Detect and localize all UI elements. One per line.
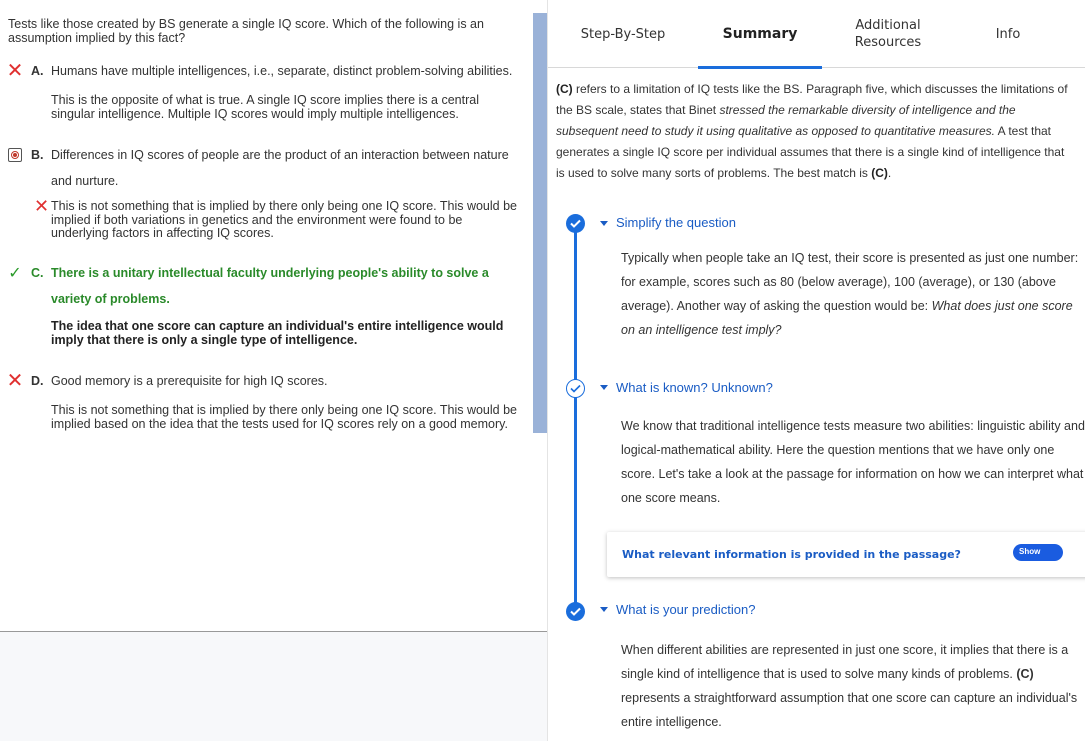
option-explanation: This is not something that is implied by there only being one IQ score. This would be implied based on the idea that the tests used for IQ scores rely on a good memory.: [51, 403, 517, 431]
option-text: Humans have multiple intelligences, i.e., separate, distinct problem-solving abilities.: [51, 64, 513, 78]
option-text: Differences in IQ scores of people are the product of an interaction between nature and nurture.: [51, 148, 509, 188]
selected-radio-icon: [6, 146, 24, 164]
explanation-pane: [548, 0, 1085, 741]
summary-lead: (C): [556, 82, 573, 96]
hint-label: What relevant information is provided in the passage?: [622, 548, 961, 561]
tab-summary[interactable]: Summary: [698, 0, 822, 68]
chevron-down-icon[interactable]: [600, 607, 608, 612]
scrollbar-thumb[interactable]: [533, 13, 547, 433]
step-body-prediction: When different abilities are represented in just one score, it implies that there is a single kind of intelligence that is used to solve many kinds of problems. (C) represents a straightforward assumption that one score can capture an individual's entire intelligence.: [621, 643, 1078, 729]
option-letter: D.: [31, 374, 44, 388]
option-letter: C.: [31, 266, 44, 280]
incorrect-x-icon: ✕: [34, 196, 50, 216]
option-letter: B.: [31, 148, 44, 162]
tab-additional-resources[interactable]: Additional Resources: [854, 18, 922, 50]
summary-text: (C) refers to a limitation of IQ tests like the BS. Paragraph five, which discusses the limitations of the BS scale, states that Binet stressed the remarkable diversity of intelligence and the subsequent need to study it using qualitative as opposed to quantitative measures. A test that generates a single IQ score per individual assumes that there is a single kind of intelligence that is used to solve many sorts of problems. The best match is (C).: [556, 82, 1068, 180]
step-complete-icon: [566, 214, 585, 233]
step-title-known-unknown[interactable]: What is known? Unknown?: [616, 380, 773, 395]
footer-area: [0, 632, 547, 741]
step-title-prediction[interactable]: What is your prediction?: [616, 602, 756, 617]
step-check-icon: [566, 379, 585, 398]
option-explanation: This is not something that is implied by there only being one IQ score. This would be implied if both variations in genetics and the environment were found to be underlying factors in affecting IQ scores.: [51, 199, 517, 240]
step-title-simplify[interactable]: Simplify the question: [616, 215, 736, 230]
tab-step-by-step[interactable]: Step-By-Step: [580, 26, 666, 42]
incorrect-x-icon: ✕: [6, 370, 24, 392]
step-timeline: [574, 222, 577, 612]
incorrect-x-icon: ✕: [6, 60, 24, 82]
option-explanation: The idea that one score can capture an individual's entire intelligence would imply that there is only a single type of intelligence.: [51, 319, 504, 347]
summary-answer: (C): [871, 166, 888, 180]
step-complete-icon: [566, 602, 585, 621]
question-stem: Tests like those created by BS generate a single IQ score. Which of the following is an assumption implied by this fact?: [8, 17, 484, 45]
step-body-simplify: Typically when people take an IQ test, their score is presented as just one number: for example, scores such as 80 (below average), 100 (average), or 130 (above average). Another way of asking the question would be: What does just one score on an intelligence test imply?: [621, 251, 1079, 337]
chevron-down-icon[interactable]: [600, 221, 608, 226]
option-text: There is a unitary intellectual faculty underlying people's ability to solve a variety of problems.: [51, 266, 489, 306]
hint-card: [607, 532, 1085, 577]
correct-check-icon: ✓: [8, 265, 22, 282]
show-toggle[interactable]: [1013, 544, 1063, 561]
tab-bar: [548, 0, 1085, 68]
step-body-known-unknown: We know that traditional intelligence tests measure two abilities: linguistic ability and logical-mathematical ability. Here the question mentions that we have only one score. Let's take a look at the passage for information on how we can interpret what one score means.: [621, 419, 1085, 505]
chevron-down-icon[interactable]: [600, 385, 608, 390]
option-letter: A.: [31, 64, 44, 78]
option-explanation: This is the opposite of what is true. A single IQ score implies there is a central singular intelligence. Multiple IQ scores would imply multiple intelligences.: [51, 93, 479, 121]
tab-info[interactable]: Info: [995, 26, 1021, 42]
option-text: Good memory is a prerequisite for high IQ scores.: [51, 374, 328, 388]
toggle-label: Show: [1019, 547, 1041, 556]
